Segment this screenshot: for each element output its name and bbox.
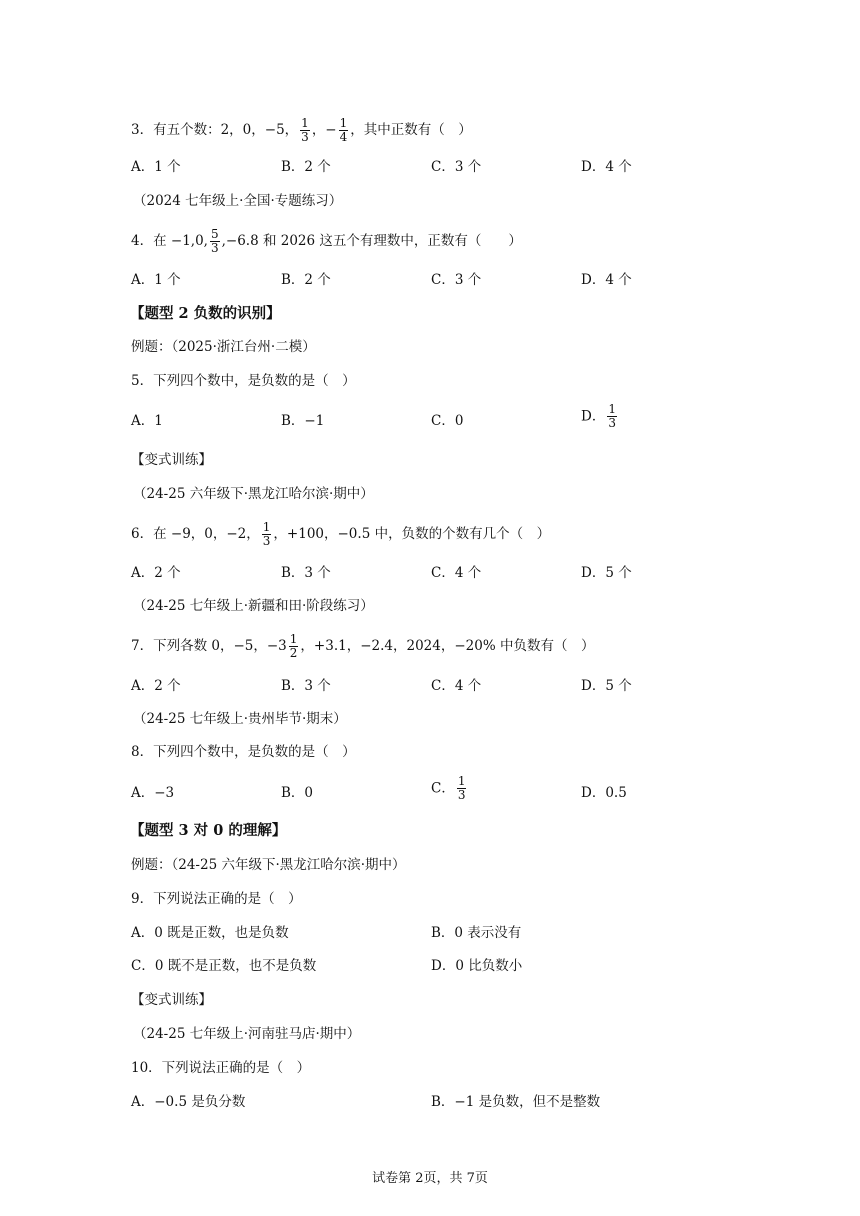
option-c: C．3 个 [431,159,482,175]
option-d: D． $\frac{1}{3}$ [581,402,616,430]
option-b: B．−1 [281,413,325,429]
fraction: $\frac{1}{3}$ [457,774,466,802]
option-b: B．2 个 [281,272,331,288]
option-b: B．−1 是负数，但不是整数 [431,1094,601,1110]
page-footer: 试卷第 2页，共 7页 [372,1171,488,1186]
variant-training-label: 【变式训练】 [131,452,212,468]
option-a: A．−0.5 是负分数 [131,1094,246,1110]
source-label: （24-25 七年级上·河南驻马店·期中） [133,1026,361,1042]
option-d: D．4 个 [581,159,632,175]
option-a: A．2 个 [131,678,181,694]
example-source: 例题：（24-25 六年级下·黑龙江哈尔滨·期中） [131,857,406,873]
source-label: （24-25 七年级上·新疆和田·阶段练习） [133,598,374,614]
option-a: A．1 个 [131,159,181,175]
question-7: 7．下列各数 0，−5，−3 $\frac{1}{2}$ ，+3.1，−2.4，2024，−20% 中负数有（ ） [131,632,595,660]
example-source: 例题：（2025·浙江台州·二模） [131,339,316,355]
option-b: B．3 个 [281,678,331,694]
source-label: （24-25 六年级下·黑龙江哈尔滨·期中） [133,486,374,502]
option-a: A．1 [131,413,163,429]
question-10: 10．下列说法正确的是（ ） [131,1060,311,1076]
fraction: $\frac{5}{3}$ [210,227,219,255]
source-label: （2024 七年级上·全国·专题练习） [133,193,343,209]
variant-training-label: 【变式训练】 [131,992,212,1008]
source-label: （24-25 七年级上·贵州毕节·期末） [133,711,347,727]
option-d: D．0 比负数小 [431,958,523,974]
option-b: B．3 个 [281,565,331,581]
fraction: $\frac{1}{3}$ [262,520,271,548]
section-heading: 【题型 2 负数的识别】 [130,305,281,322]
option-d: D．0.5 [581,785,627,801]
fraction: $\frac{1}{3}$ [301,116,309,144]
question-9: 9．下列说法正确的是（ ） [131,891,302,907]
option-c: C．3 个 [431,272,482,288]
option-c: C．4 个 [431,565,482,581]
option-d: D．4 个 [581,272,632,288]
option-a: A．1 个 [131,272,181,288]
option-c: C．0 [431,413,464,429]
option-d: D．5 个 [581,565,632,581]
option-a: A．2 个 [131,565,181,581]
option-a: A．−3 [131,785,175,801]
fraction: $\frac{1}{4}$ [339,116,348,144]
option-b: B．0 [281,785,314,801]
question-5: 5．下列四个数中，是负数的是（ ） [131,373,356,389]
question-8: 8．下列四个数中，是负数的是（ ） [131,744,356,760]
option-b: B．2 个 [281,159,331,175]
option-d: D．5 个 [581,678,632,694]
option-b: B．0 表示没有 [431,925,522,941]
question-4: 4．在 −1,0, $\frac{5}{3}$ ,−6.8 和 2026 这五个有理数中，正数有（ ） [131,227,522,255]
fraction: $\frac{1}{3}$ [608,402,616,430]
option-a: A．0 既是正数，也是负数 [131,925,289,941]
option-c: C．4 个 [431,678,482,694]
question-6: 6．在 −9，0，−2， $\frac{1}{3}$ ，+100，−0.5 中，负数的个数有几个（ ） [131,520,551,548]
fraction: $\frac{1}{2}$ [289,632,298,660]
option-c: C．0 既不是正数，也不是负数 [131,958,317,974]
section-heading: 【题型 3 对 0 的理解】 [130,822,287,839]
option-c: C． $\frac{1}{3}$ [431,774,466,802]
question-3: 3．有五个数：2，0，−5， $\frac{1}{3}$ ，− $\frac{1}{4}$ ，其中正数有（ ） [131,116,472,144]
